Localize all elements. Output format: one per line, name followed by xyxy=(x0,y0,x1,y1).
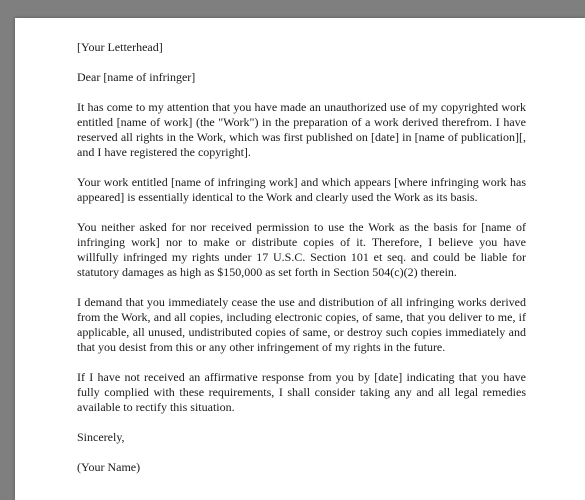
paragraph-unauthorized-use: It has come to my attention that you have made an unauthorized use of my copyrighted work entitled [name of work] (the "Work") in the preparation of a work derived therefrom. I have reserved all rights in the Work, which was first published on [date] in [name of publication][, and I have registered the copyright]. xyxy=(77,100,526,159)
salutation: Dear [name of infringer] xyxy=(77,70,196,84)
letterhead: [Your Letterhead] xyxy=(77,40,163,54)
paragraph-permission: You neither asked for nor received permission to use the Work as the basis for [name of infringing work] nor to make or distribute copies of it. Therefore, I believe you have willfully infringed my rights under 17 U.S.C. Section 101 et seq. and could be liable for statutory damages as high as $150,000 as set forth in Section 504(c)(2) therein. xyxy=(77,220,526,279)
letter-body xyxy=(77,40,526,490)
signature: (Your Name) xyxy=(77,460,141,474)
paragraph-demand: I demand that you immediately cease the use and distribution of all infringing works derived from the Work, and all copies, including electronic copies, of same, that you deliver to me, if applicable, all unused, undistributed copies of same, or destroy such copies immediately and that you desist from this or any other infringement of my rights in the future. xyxy=(77,295,526,354)
closing: Sincerely, xyxy=(77,430,125,444)
document-page xyxy=(15,18,585,500)
paragraph-infringing-work: Your work entitled [name of infringing work] and which appears [where infringing work has appeared] is essentially identical to the Work and clearly used the Work as its basis. xyxy=(77,175,526,204)
paragraph-response: If I have not received an affirmative response from you by [date] indicating that you have fully complied with these requirements, I shall consider taking any and all legal remedies available to rectify this situation. xyxy=(77,370,526,414)
